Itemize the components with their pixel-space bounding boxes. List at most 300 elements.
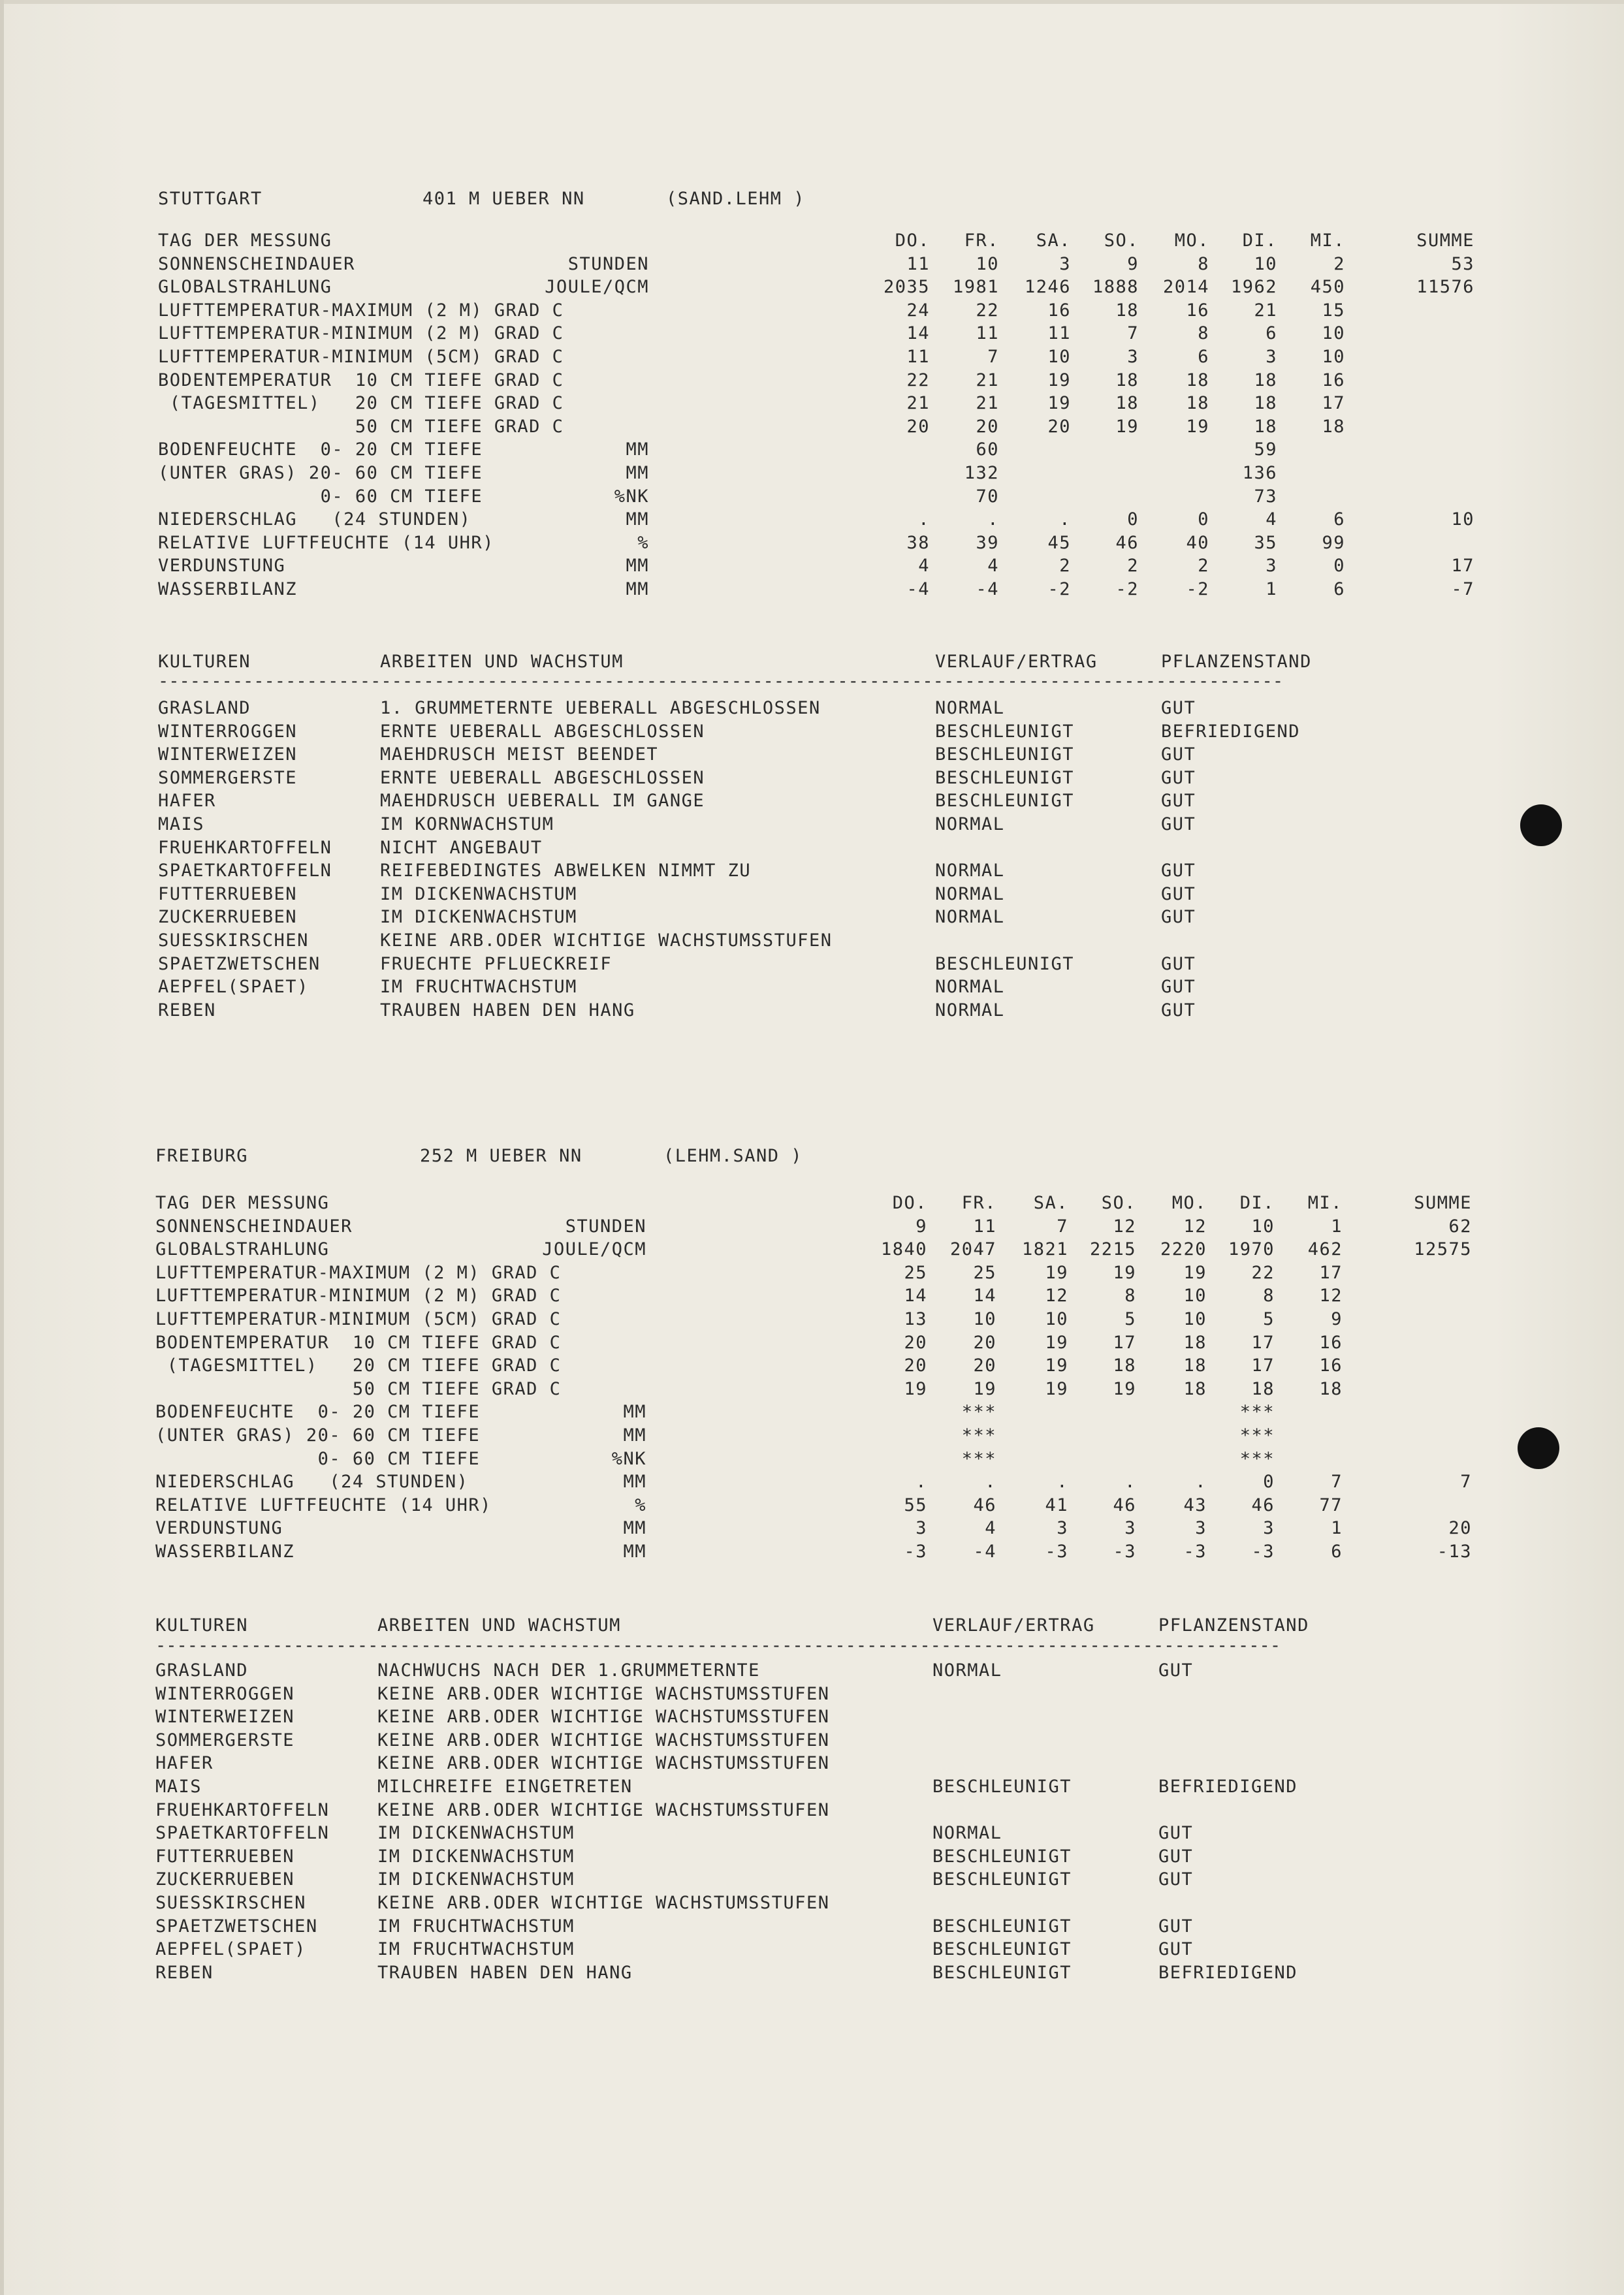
crop-arbeit: KEINE ARB.ODER WICHTIGE WACHSTUMSSTUFEN [377, 1684, 830, 1704]
crop-arbeit: IM KORNWACHSTUM [380, 814, 554, 834]
row-value: 2047 [949, 1239, 996, 1259]
crop-arbeit: IM DICKENWACHSTUM [377, 1869, 575, 1890]
row-value: 46 [1113, 1495, 1136, 1515]
row-label: 50 CM TIEFE GRAD C [158, 417, 564, 437]
row-value: . [985, 1472, 996, 1492]
row-value: 22 [1251, 1263, 1275, 1283]
row-label: BODENFEUCHTE 0- 20 CM TIEFE [158, 439, 483, 460]
row-value: 11 [906, 254, 930, 274]
row-value: 19 [1186, 417, 1209, 437]
row-value: -3 [1183, 1542, 1207, 1562]
row-label: RELATIVE LUFTFEUCHTE (14 UHR) [158, 533, 494, 553]
row-value: 3 [1266, 556, 1277, 576]
row-unit: MM [623, 1472, 646, 1492]
row-value: 17 [1251, 1333, 1275, 1353]
row-value: 10 [1322, 347, 1345, 367]
crop-kultur: ZUCKERRUEBEN [158, 907, 298, 927]
row-value: *** [1239, 1449, 1275, 1469]
row-value: 136 [1242, 463, 1277, 483]
row-value: 1888 [1092, 277, 1139, 297]
row-value: 6 [1331, 1542, 1343, 1562]
row-value: 9 [1331, 1309, 1343, 1329]
row-value: 4 [1266, 509, 1277, 530]
row-value: 7 [1127, 323, 1139, 343]
crop-arbeit: 1. GRUMMETERNTE UEBERALL ABGESCHLOSSEN [380, 698, 821, 718]
row-value: 18 [1322, 417, 1345, 437]
crop-kultur: SOMMERGERSTE [158, 768, 298, 788]
row-label: 50 CM TIEFE GRAD C [155, 1379, 562, 1399]
row-value: *** [961, 1402, 996, 1422]
row-value: 21 [976, 370, 999, 390]
row-value: 1962 [1230, 277, 1277, 297]
row-value: 35 [1254, 533, 1277, 553]
crop-kultur: HAFER [155, 1753, 214, 1773]
row-unit: STUNDEN [565, 1216, 646, 1237]
row-value: *** [961, 1425, 996, 1446]
day-header: FR. [964, 230, 999, 251]
row-value: 1821 [1021, 1239, 1068, 1259]
row-unit: MM [623, 1402, 646, 1422]
row-value: 19 [904, 1379, 927, 1399]
dashed-separator: ---------------------------------------------------------------------------------------------------------- [158, 675, 1284, 688]
row-value: 46 [973, 1495, 996, 1515]
crop-kultur: WINTERROGGEN [158, 721, 298, 742]
day-header: MI. [1310, 230, 1345, 251]
row-value: 22 [906, 370, 930, 390]
row-value: 0 [1263, 1472, 1275, 1492]
station-soil: (SAND.LEHM ) [666, 189, 806, 209]
row-value: 8 [1198, 323, 1209, 343]
crop-arbeit: MILCHREIFE EINGETRETEN [377, 1777, 633, 1797]
row-value: -3 [1113, 1542, 1136, 1562]
crop-verlauf: NORMAL [935, 861, 1005, 881]
days-label: TAG DER MESSUNG [155, 1193, 330, 1213]
row-value: . [915, 1472, 927, 1492]
row-value: 5 [1124, 1309, 1136, 1329]
row-sum: 62 [1448, 1216, 1472, 1237]
row-value: 18 [1183, 1379, 1207, 1399]
row-label: BODENTEMPERATUR 10 CM TIEFE GRAD C [155, 1333, 562, 1353]
crop-verlauf: BESCHLEUNIGT [935, 791, 1075, 811]
crop-arbeit: REIFEBEDINGTES ABWELKEN NIMMT ZU [380, 861, 752, 881]
day-header: DO. [892, 1193, 927, 1213]
row-value: -3 [904, 1542, 927, 1562]
crop-arbeit: IM FRUCHTWACHSTUM [377, 1939, 575, 1959]
row-value: 4 [918, 556, 930, 576]
row-value: 77 [1319, 1495, 1343, 1515]
row-value: 1970 [1228, 1239, 1275, 1259]
crop-stand: GUT [1158, 1660, 1194, 1681]
row-value: 10 [1251, 1216, 1275, 1237]
row-value: 3 [1059, 254, 1071, 274]
crop-kultur: FRUEHKARTOFFELN [158, 838, 332, 858]
row-value: 3 [915, 1518, 927, 1538]
crop-verlauf: BESCHLEUNIGT [935, 744, 1075, 765]
row-value: 17 [1319, 1263, 1343, 1283]
crop-arbeit: KEINE ARB.ODER WICHTIGE WACHSTUMSSTUFEN [377, 1753, 830, 1773]
row-label: NIEDERSCHLAG (24 STUNDEN) [155, 1472, 469, 1492]
crop-arbeit: IM DICKENWACHSTUM [380, 907, 577, 927]
crop-stand: GUT [1161, 814, 1196, 834]
crop-verlauf: BESCHLEUNIGT [932, 1846, 1072, 1867]
row-value: 18 [1113, 1355, 1136, 1376]
crop-verlauf: NORMAL [932, 1823, 1002, 1843]
crop-arbeit: KEINE ARB.ODER WICHTIGE WACHSTUMSSTUFEN [380, 930, 833, 951]
row-value: 10 [1183, 1309, 1207, 1329]
crop-verlauf: BESCHLEUNIGT [932, 1777, 1072, 1797]
crop-arbeit: NICHT ANGEBAUT [380, 838, 543, 858]
row-unit: JOULE/QCM [545, 277, 649, 297]
punch-hole-upper [1520, 804, 1562, 846]
crop-verlauf: NORMAL [935, 814, 1005, 834]
row-value: -4 [906, 579, 930, 599]
row-value: 8 [1263, 1286, 1275, 1306]
crop-stand: GUT [1161, 884, 1196, 904]
crop-verlauf: NORMAL [935, 977, 1005, 997]
row-value: 18 [1319, 1379, 1343, 1399]
row-value: 73 [1254, 486, 1277, 507]
crop-stand: GUT [1161, 744, 1196, 765]
row-value: 19 [1113, 1263, 1136, 1283]
crop-verlauf: NORMAL [935, 698, 1005, 718]
crop-verlauf: NORMAL [935, 884, 1005, 904]
crops-header-kulturen: KULTUREN [155, 1615, 249, 1636]
row-unit: % [635, 1495, 646, 1515]
row-value: 18 [1254, 393, 1277, 413]
row-label: (TAGESMITTEL) 20 CM TIEFE GRAD C [158, 393, 564, 413]
crop-verlauf: BESCHLEUNIGT [932, 1939, 1072, 1959]
row-value: 70 [976, 486, 999, 507]
row-unit: MM [626, 463, 649, 483]
crops-header-verlauf: VERLAUF/ERTRAG [935, 652, 1098, 672]
row-value: 10 [1254, 254, 1277, 274]
row-value: 18 [1115, 393, 1139, 413]
row-value: 17 [1113, 1333, 1136, 1353]
row-unit: MM [623, 1542, 646, 1562]
crop-stand: GUT [1161, 1000, 1196, 1021]
row-value: 19 [1047, 370, 1071, 390]
crop-arbeit: IM DICKENWACHSTUM [377, 1823, 575, 1843]
row-value: 18 [1115, 300, 1139, 321]
row-value: -4 [976, 579, 999, 599]
row-value: 10 [1183, 1286, 1207, 1306]
crops-header-stand: PFLANZENSTAND [1158, 1615, 1309, 1636]
crop-kultur: SOMMERGERSTE [155, 1730, 295, 1750]
row-value: 3 [1124, 1518, 1136, 1538]
row-value: 132 [964, 463, 999, 483]
row-value: 2220 [1160, 1239, 1207, 1259]
crop-stand: GUT [1161, 977, 1196, 997]
crop-kultur: GRASLAND [155, 1660, 249, 1681]
row-value: 19 [1047, 393, 1071, 413]
crop-kultur: MAIS [158, 814, 205, 834]
row-value: 21 [906, 393, 930, 413]
row-value: 20 [904, 1355, 927, 1376]
punch-hole-lower [1518, 1427, 1559, 1469]
crop-kultur: AEPFEL(SPAET) [158, 977, 309, 997]
row-value: 14 [973, 1286, 996, 1306]
day-header: SA. [1033, 1193, 1068, 1213]
row-value: *** [961, 1449, 996, 1469]
crop-arbeit: KEINE ARB.ODER WICHTIGE WACHSTUMSSTUFEN [377, 1800, 830, 1820]
row-value: 3 [1127, 347, 1139, 367]
row-unit: MM [623, 1518, 646, 1538]
row-value: 18 [1183, 1355, 1207, 1376]
row-value: 10 [1322, 323, 1345, 343]
crop-verlauf: NORMAL [935, 1000, 1005, 1021]
row-value: 10 [1047, 347, 1071, 367]
row-value: 1 [1331, 1518, 1343, 1538]
row-value: 2 [1059, 556, 1071, 576]
day-header: SO. [1101, 1193, 1136, 1213]
crop-arbeit: FRUECHTE PFLUECKREIF [380, 954, 613, 974]
crop-kultur: GRASLAND [158, 698, 251, 718]
row-value: 2 [1333, 254, 1345, 274]
row-value: 20 [906, 417, 930, 437]
crop-kultur: SPAETKARTOFFELN [158, 861, 332, 881]
row-value: 46 [1115, 533, 1139, 553]
row-value: 14 [906, 323, 930, 343]
crop-stand: GUT [1161, 907, 1196, 927]
row-unit: %NK [614, 486, 649, 507]
crop-arbeit: IM DICKENWACHSTUM [380, 884, 577, 904]
crop-kultur: FRUEHKARTOFFELN [155, 1800, 330, 1820]
row-value: 462 [1307, 1239, 1343, 1259]
row-value: 19 [1045, 1333, 1068, 1353]
row-value: 20 [973, 1355, 996, 1376]
row-value: 1 [1266, 579, 1277, 599]
day-header: MI. [1307, 1193, 1343, 1213]
row-value: 18 [1251, 1379, 1275, 1399]
row-value: 13 [904, 1309, 927, 1329]
row-value: 19 [1045, 1263, 1068, 1283]
row-sum: 7 [1460, 1472, 1472, 1492]
crop-kultur: SUESSKIRSCHEN [158, 930, 309, 951]
row-unit: MM [626, 439, 649, 460]
crop-kultur: WINTERWEIZEN [155, 1707, 295, 1727]
row-value: 16 [1186, 300, 1209, 321]
row-value: 6 [1198, 347, 1209, 367]
crop-verlauf: BESCHLEUNIGT [932, 1916, 1072, 1937]
row-value: 2 [1198, 556, 1209, 576]
row-label: VERDUNSTUNG [158, 556, 286, 576]
row-value: 25 [904, 1263, 927, 1283]
crop-kultur: SPAETKARTOFFELN [155, 1823, 330, 1843]
row-value: 19 [1045, 1355, 1068, 1376]
crops-header-verlauf: VERLAUF/ERTRAG [932, 1615, 1095, 1636]
row-value: 19 [1045, 1379, 1068, 1399]
row-value: 17 [1251, 1355, 1275, 1376]
crop-arbeit: KEINE ARB.ODER WICHTIGE WACHSTUMSSTUFEN [377, 1893, 830, 1913]
row-label: LUFTTEMPERATUR-MINIMUM (5CM) GRAD C [155, 1309, 562, 1329]
paper-left-edge [0, 0, 4, 2295]
crop-kultur: ZUCKERRUEBEN [155, 1869, 295, 1890]
row-unit: MM [623, 1425, 646, 1446]
crop-kultur: MAIS [155, 1777, 202, 1797]
row-label: GLOBALSTRAHLUNG [158, 277, 332, 297]
crops-header-arbeiten: ARBEITEN UND WACHSTUM [377, 1615, 621, 1636]
row-value: 11 [906, 347, 930, 367]
row-value: 9 [1127, 254, 1139, 274]
row-value: 18 [1186, 393, 1209, 413]
crop-stand: GUT [1158, 1939, 1194, 1959]
row-value: . [918, 509, 930, 530]
row-value: -4 [973, 1542, 996, 1562]
crop-stand: GUT [1158, 1846, 1194, 1867]
crop-stand: BEFRIEDIGEND [1158, 1777, 1298, 1797]
row-unit: MM [626, 509, 649, 530]
row-value: 20 [976, 417, 999, 437]
row-sum: -7 [1451, 579, 1474, 599]
crop-verlauf: BESCHLEUNIGT [932, 1869, 1072, 1890]
row-value: 450 [1310, 277, 1345, 297]
row-value: 39 [976, 533, 999, 553]
row-label: (TAGESMITTEL) 20 CM TIEFE GRAD C [155, 1355, 562, 1376]
row-value: 2035 [883, 277, 930, 297]
crop-stand: GUT [1161, 768, 1196, 788]
row-label: 0- 60 CM TIEFE [155, 1449, 481, 1469]
row-value: 6 [1333, 509, 1345, 530]
day-header: DI. [1242, 230, 1277, 251]
row-value: 59 [1254, 439, 1277, 460]
row-value: 11 [973, 1216, 996, 1237]
row-value: 16 [1322, 370, 1345, 390]
crop-arbeit: NACHWUCHS NACH DER 1.GRUMMETERNTE [377, 1660, 760, 1681]
row-value: -2 [1115, 579, 1139, 599]
crop-verlauf: BESCHLEUNIGT [932, 1963, 1072, 1983]
row-value: 10 [1045, 1309, 1068, 1329]
row-value: 12 [1045, 1286, 1068, 1306]
row-value: 17 [1322, 393, 1345, 413]
row-value: 7 [1057, 1216, 1068, 1237]
crop-arbeit: IM DICKENWACHSTUM [377, 1846, 575, 1867]
day-header: FR. [961, 1193, 996, 1213]
row-value: 11 [976, 323, 999, 343]
row-value: . [1195, 1472, 1207, 1492]
row-label: WASSERBILANZ [158, 579, 298, 599]
row-value: 5 [1263, 1309, 1275, 1329]
day-header: DO. [895, 230, 930, 251]
station-name: FREIBURG [155, 1146, 249, 1166]
crop-kultur: WINTERWEIZEN [158, 744, 298, 765]
crops-header-arbeiten: ARBEITEN UND WACHSTUM [380, 652, 624, 672]
row-label: SONNENSCHEINDAUER [158, 254, 355, 274]
row-sum: 11576 [1416, 277, 1474, 297]
row-value: . [1124, 1472, 1136, 1492]
row-value: 20 [904, 1333, 927, 1353]
row-sum: 53 [1451, 254, 1474, 274]
crop-arbeit: KEINE ARB.ODER WICHTIGE WACHSTUMSSTUFEN [377, 1707, 830, 1727]
row-value: 6 [1266, 323, 1277, 343]
row-value: 6 [1333, 579, 1345, 599]
row-value: 18 [1254, 417, 1277, 437]
row-value: 1981 [952, 277, 999, 297]
row-unit: STUNDEN [567, 254, 649, 274]
row-value: 3 [1057, 1518, 1068, 1538]
crop-verlauf: NORMAL [932, 1660, 1002, 1681]
row-value: 12 [1113, 1216, 1136, 1237]
paper-top-edge [0, 0, 1624, 4]
row-value: 46 [1251, 1495, 1275, 1515]
row-sum: 10 [1451, 509, 1474, 530]
row-unit: % [637, 533, 649, 553]
row-label: GLOBALSTRAHLUNG [155, 1239, 330, 1259]
crop-stand: GUT [1161, 698, 1196, 718]
day-header: SO. [1104, 230, 1139, 251]
row-label: (UNTER GRAS) 20- 60 CM TIEFE [158, 463, 483, 483]
row-value: -3 [1045, 1542, 1068, 1562]
crop-kultur: SUESSKIRSCHEN [155, 1893, 306, 1913]
day-header: SA. [1036, 230, 1071, 251]
station-name: STUTTGART [158, 189, 263, 209]
row-label: 0- 60 CM TIEFE [158, 486, 483, 507]
row-label: NIEDERSCHLAG (24 STUNDEN) [158, 509, 471, 530]
dashed-separator: ---------------------------------------------------------------------------------------------------------- [155, 1639, 1281, 1653]
crop-stand: GUT [1161, 861, 1196, 881]
crop-kultur: SPAETZWETSCHEN [158, 954, 321, 974]
crop-stand: BEFRIEDIGEND [1161, 721, 1301, 742]
day-header: MO. [1171, 1193, 1207, 1213]
station-altitude: 401 M UEBER NN [422, 189, 585, 209]
row-label: LUFTTEMPERATUR-MINIMUM (2 M) GRAD C [158, 323, 564, 343]
row-label: LUFTTEMPERATUR-MAXIMUM (2 M) GRAD C [158, 300, 564, 321]
row-value: 18 [1183, 1333, 1207, 1353]
crop-kultur: REBEN [155, 1963, 214, 1983]
row-value: 3 [1195, 1518, 1207, 1538]
row-value: 12 [1319, 1286, 1343, 1306]
row-value: 19 [1113, 1379, 1136, 1399]
row-unit: MM [626, 579, 649, 599]
row-value: 38 [906, 533, 930, 553]
crop-kultur: FUTTERRUEBEN [158, 884, 298, 904]
crop-verlauf: NORMAL [935, 907, 1005, 927]
row-value: 14 [904, 1286, 927, 1306]
crop-kultur: HAFER [158, 791, 216, 811]
crop-verlauf: BESCHLEUNIGT [935, 721, 1075, 742]
row-value: 2 [1127, 556, 1139, 576]
row-label: RELATIVE LUFTFEUCHTE (14 UHR) [155, 1495, 492, 1515]
crop-arbeit: ERNTE UEBERALL ABGESCHLOSSEN [380, 768, 705, 788]
crop-arbeit: IM FRUCHTWACHSTUM [380, 977, 577, 997]
crop-arbeit: MAEHDRUSCH UEBERALL IM GANGE [380, 791, 705, 811]
crop-stand: GUT [1158, 1916, 1194, 1937]
row-value: 16 [1319, 1333, 1343, 1353]
days-label: TAG DER MESSUNG [158, 230, 332, 251]
row-value: 1246 [1024, 277, 1071, 297]
crops-header-kulturen: KULTUREN [158, 652, 251, 672]
row-value: *** [1239, 1425, 1275, 1446]
row-value: 1840 [880, 1239, 927, 1259]
crop-arbeit: MAEHDRUSCH MEIST BEENDET [380, 744, 659, 765]
row-unit: JOULE/QCM [542, 1239, 646, 1259]
crop-arbeit: IM FRUCHTWACHSTUM [377, 1916, 575, 1937]
row-value: -2 [1047, 579, 1071, 599]
crop-kultur: FUTTERRUEBEN [155, 1846, 295, 1867]
row-label: (UNTER GRAS) 20- 60 CM TIEFE [155, 1425, 481, 1446]
row-value: 4 [985, 1518, 996, 1538]
row-value: 25 [973, 1263, 996, 1283]
row-value: 18 [1254, 370, 1277, 390]
row-sum: -13 [1437, 1542, 1472, 1562]
row-value: 18 [1186, 370, 1209, 390]
row-label: BODENTEMPERATUR 10 CM TIEFE GRAD C [158, 370, 564, 390]
row-value: 0 [1333, 556, 1345, 576]
row-value: 19 [973, 1379, 996, 1399]
row-value: 0 [1127, 509, 1139, 530]
crop-arbeit: TRAUBEN HABEN DEN HANG [377, 1963, 633, 1983]
row-value: 20 [1047, 417, 1071, 437]
crop-kultur: REBEN [158, 1000, 216, 1021]
